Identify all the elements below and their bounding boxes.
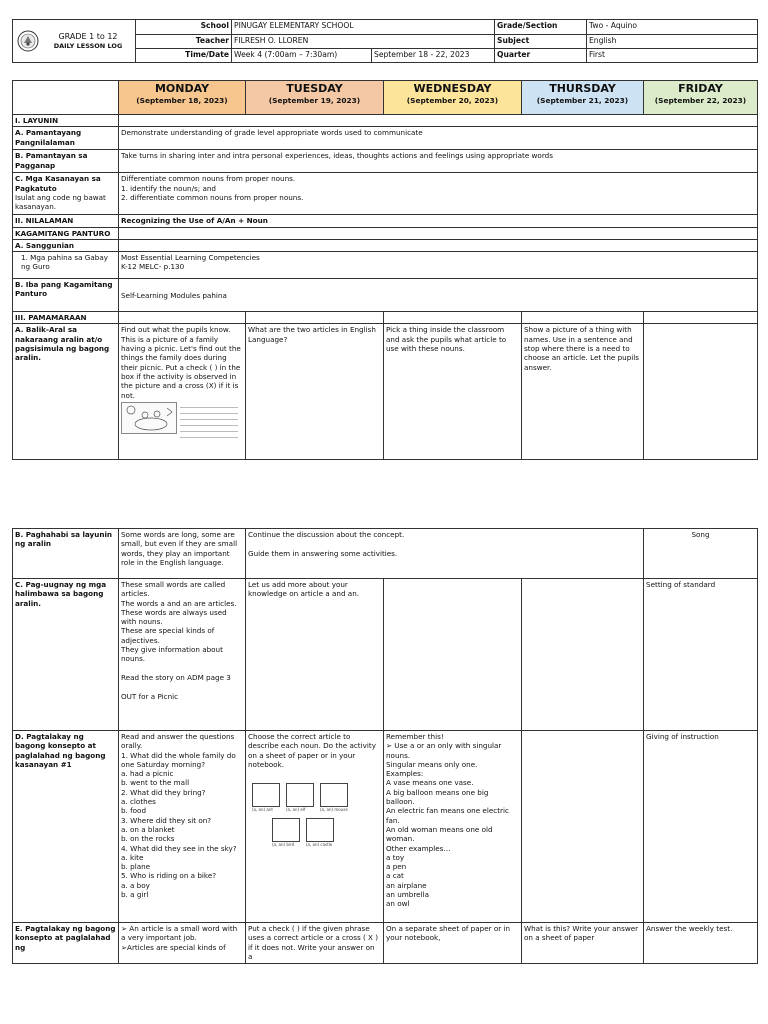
balik-aral-monday [119,324,246,460]
pag-uugnay-friday: Setting of standard [644,579,758,731]
subject-label: Subject [495,35,587,49]
checklist-lines [180,402,238,440]
lesson-topic: Recognizing the Use of A/An + Noun [119,215,758,227]
caption-ant: (a, an) ant [252,807,273,813]
day-wednesday: WEDNESDAY (September 20, 2023) [384,81,522,115]
caption-mouse: (a, an) mouse [320,807,348,813]
date-value: September 18 - 22, 2023 [372,49,495,63]
pagtalakay-1-monday: Read and answer the questions orally. 1. What did the whole family do one Saturday morning? a. had a picnic b. went to the mall 2. What did they bring? a. clothes b. food 3. Where did they sit on? a. on a blanket b. on the rocks 4. What did they see in the sky? a. kite b. plane 5. Who is riding on a bike? a. a boy b. a girl [119,731,246,923]
pagtalakay-2-wednesday: On a separate sheet of paper or in your notebook, [384,923,522,964]
picnic-picture-icon [121,402,177,434]
pag-uugnay-thursday [522,579,644,731]
balik-aral-monday-text: Find out what the pupils know. This is a picture of a family having a picnic. Let's find out the things the family does during their picnic. Put a check ( ) in the box if the activity is observed in the picture and a cross (X) if it is not. [121,325,241,400]
pagtalakay-2-tuesday: Put a check ( ) if the given phrase uses a correct article or a cross ( X ) if it does not. Write your answer on a [246,923,384,964]
section-layunin: I. LAYUNIN [13,115,119,127]
pag-uugnay-monday: These small words are called articles. The words a and an are articles. These words are always used with nouns. These are special kinds of adjectives. They give information about nouns. Read the story on ADM page 3 OUT for a Picnic [119,579,246,731]
time-value: Week 4 (7:00am – 7:30am) [232,49,372,63]
balik-aral-thursday: Show a picture of a thing with names. Use in a sentence and stop where there is a need to choose an article. Let the pupils answer. [522,324,644,460]
day-tuesday: TUESDAY (September 19, 2023) [246,81,384,115]
day-monday: MONDAY (September 18, 2023) [119,81,246,115]
performance-standard: Take turns in sharing inter and intra personal experiences, ideas, thoughts actions and feelings using appropriate words [119,150,758,173]
day-thursday: THURSDAY (September 21, 2023) [522,81,644,115]
time-date-label: Time/Date [136,49,232,63]
caption-bird: (a, an) bird [272,842,295,848]
section-kagamitang-panturo: KAGAMITANG PANTURO [13,227,119,239]
teacher-label: Teacher [136,35,232,49]
row-label-gabay-ng-guro: 1. Mga pahina sa Gabay ng Guro [13,252,119,279]
header-title-cell [13,20,136,63]
deped-seal-icon [17,30,39,52]
teacher-value: FILRESH O. LLOREN [232,35,495,49]
bird-picture-icon [272,818,300,842]
elf-picture-icon [286,783,314,807]
row-label-pamantayan-sa-pagganap: B. Pamantayan sa Pagganap [13,150,119,173]
pagtalakay-2-monday: ➢ An article is a small word with a very important job. ➢Articles are special kinds of [119,923,246,964]
row-label-sanggunian: A. Sanggunian [13,239,119,251]
school-label: School [136,20,232,35]
row-label-paghahabi: B. Paghahabi sa layunin ng aralin [13,529,119,579]
pagtalakay-2-friday: Answer the weekly test. [644,923,758,964]
other-materials: Self-Learning Modules pahina [119,279,758,312]
paghahabi-tue-thu: Continue the discussion about the concept. Guide them in answering some activities. [246,529,644,579]
pagtalakay-1-wednesday: Remember this! ➢ Use a or an only with singular nouns. Singular means only one. Examples: A vase means one vase. A big balloon means one big balloon. An electric fan means one electric fan. An old woman means one old woman. Other examples… a toy a pen a cat an airplane an umbrella an owl [384,731,522,923]
quarter-value: First [587,49,758,63]
pagtalakay-1-tuesday [246,731,384,923]
corner-cell [13,81,119,115]
teacher-guide-pages: Most Essential Learning Competencies K-12 MELC- p.130 [119,252,758,279]
row-label-pamantayang-pangnilalaman: A. Pamantayang Pangnilalaman [13,127,119,150]
row-label-pagtalakay-1: D. Pagtalakay ng bagong konsepto at paglalahad ng bagong kasanayan #1 [13,731,119,923]
grade-range: GRADE 1 to 12 [58,32,118,41]
balik-aral-wednesday: Pick a thing inside the classroom and ask the pupils what article to use with these nouns. [384,324,522,460]
castle-picture-icon [306,818,334,842]
pag-uugnay-wednesday [384,579,522,731]
row-label-iba-pang-kagamitan: B. Iba pang Kagamitang Panturo [13,279,119,312]
lesson-table-page-1 [12,80,757,460]
pagtalakay-1-thursday [522,731,644,923]
lesson-log-header [12,19,757,63]
section-nilalaman: II. NILALAMAN [13,215,119,227]
grade-section-value: Two - Aquino [587,20,758,35]
balik-aral-tuesday: What are the two articles in English Language? [246,324,384,460]
picnic-activity-figure [121,402,243,440]
noun-pictures-row-2 [272,818,381,847]
grade-section-label: Grade/Section [495,20,587,35]
row-label-balik-aral: A. Balik-Aral sa nakaraang aralin at/o pagsisimula ng bagong aralin. [13,324,119,460]
daily-lesson-log-title: DAILY LESSON LOG [53,42,123,50]
caption-elf: (a, an) elf [286,807,306,813]
pagtalakay-2-thursday: What is this? Write your answer on a sheet of paper [522,923,644,964]
day-friday: FRIDAY (September 22, 2023) [644,81,758,115]
article-activity-instructions: Choose the correct article to describe each noun. Do the activity on a sheet of paper or in your notebook. [248,732,376,769]
mouse-picture-icon [320,783,348,807]
lesson-table-page-2 [12,528,757,964]
ant-picture-icon [252,783,280,807]
pag-uugnay-tuesday: Let us add more about your knowledge on article a and an. [246,579,384,731]
balik-aral-friday [644,324,758,460]
row-label-kasanayan: C. Mga Kasanayan sa Pagkatuto Isulat ang code ng bawat kasanayan. [13,173,119,215]
learning-competencies: Differentiate common nouns from proper nouns. 1. identify the noun/s; and 2. differentiate common nouns from proper nouns. [119,173,758,215]
quarter-label: Quarter [495,49,587,63]
row-label-pagtalakay-2: E. Pagtalakay ng bagong konsepto at paglalahad ng [13,923,119,964]
row-label-pag-uugnay: C. Pag-uugnay ng mga halimbawa sa bagong aralin. [13,579,119,731]
noun-pictures-row-1 [252,783,381,812]
section-pamamaraan: III. PAMAMARAAN [13,312,119,324]
caption-castle: (a, an) castle [306,842,333,848]
pagtalakay-1-friday: Giving of instruction [644,731,758,923]
paghahabi-monday: Some words are long, some are small, but even if they are small words, they play an important role in the English language. [119,529,246,579]
subject-value: English [587,35,758,49]
school-value: PINUGAY ELEMENTARY SCHOOL [232,20,495,35]
content-standard: Demonstrate understanding of grade level appropriate words used to communicate [119,127,758,150]
paghahabi-friday: Song [644,529,758,579]
